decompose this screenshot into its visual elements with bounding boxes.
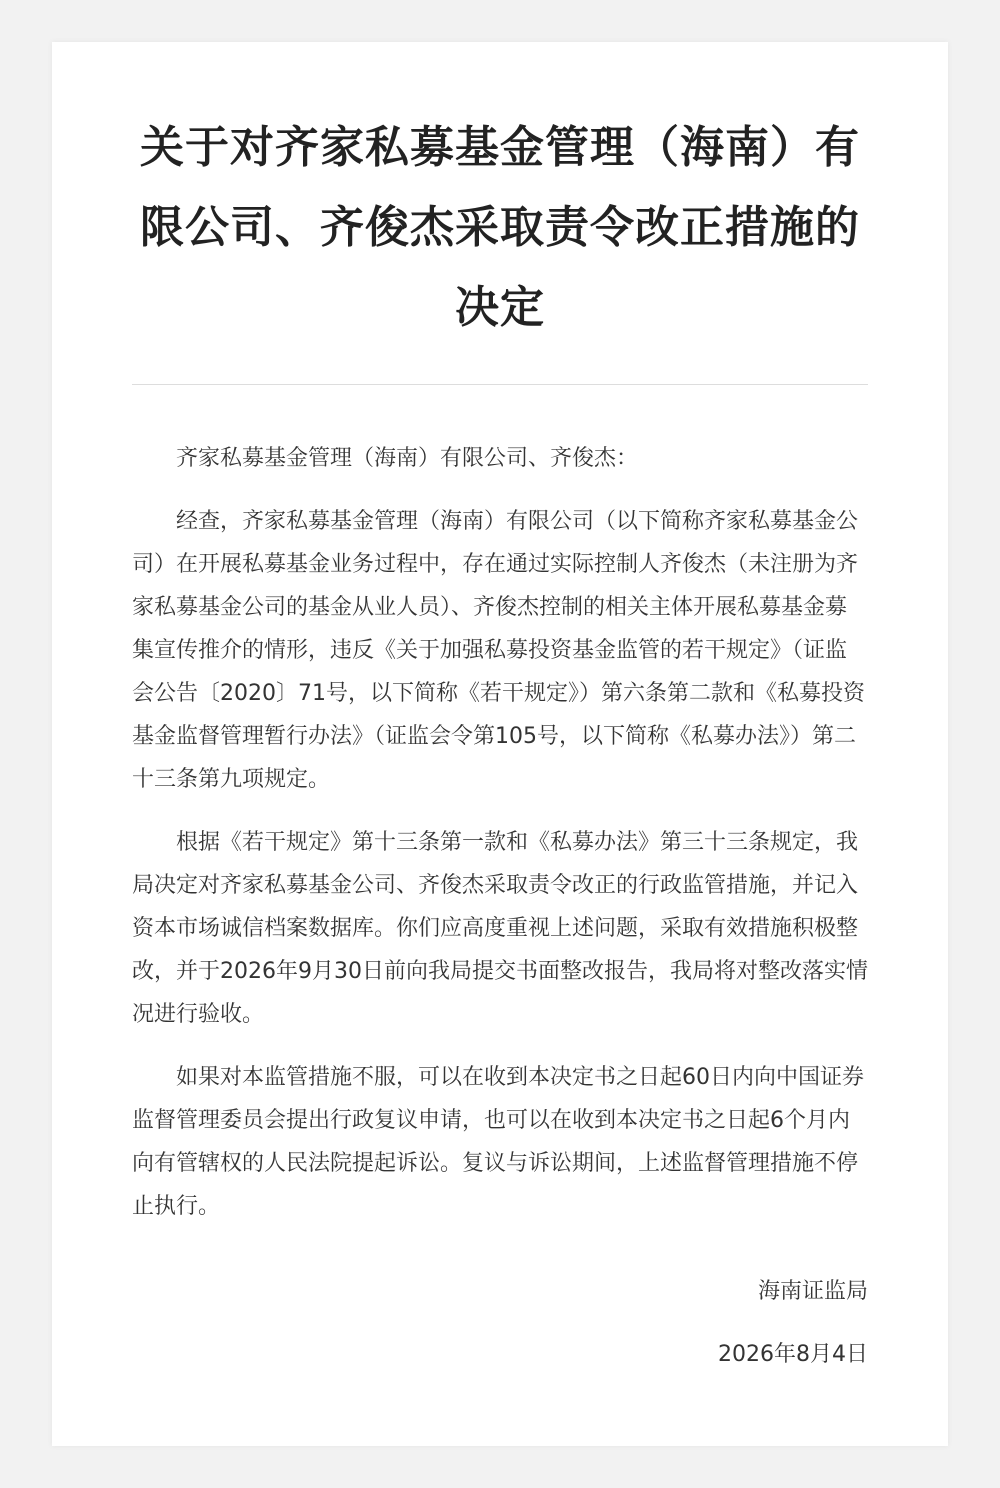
- title-divider: [132, 384, 868, 385]
- salutation: 齐家私募基金管理（海南）有限公司、齐俊杰：: [176, 446, 639, 471]
- document-card: [52, 42, 948, 1446]
- paragraph-findings: 经查，齐家私募基金管理（海南）有限公司（以下简称齐家私募基金公司）在开展私募基金业务过程中，存在通过实际控制人齐俊杰（未注册为齐家私募基金公司的基金从业人员）、齐俊杰控制的相关主体开展私募基金募集宣传推介的情形，违反《关于加强私募投资基金监管的若干规定》（证监会公告〔2020〕71号，以下简称《若干规定》）第六条第二款和《私募投资基金监督管理暂行办法》（证监会令第105号，以下简称《私募办法》）第二十三条第九项规定。: [132, 509, 865, 792]
- issuer-name: 海南证监局: [757, 1279, 868, 1304]
- document-body: [132, 437, 868, 1228]
- paragraph-decision: 根据《若干规定》第十三条第一款和《私募办法》第三十三条规定，我局决定对齐家私募基金公司、齐俊杰采取责令改正的行政监管措施，并记入资本市场诚信档案数据库。你们应高度重视上述问题，采取有效措施积极整改，并于2026年9月30日前向我局提交书面整改报告，我局将对整改落实情况进行验收。: [132, 830, 868, 1027]
- signature-block: [132, 1270, 868, 1376]
- paragraph-appeal: 如果对本监管措施不服，可以在收到本决定书之日起60日内向中国证券监督管理委员会提出行政复议申请，也可以在收到本决定书之日起6个月内向有管辖权的人民法院提起诉讼。复议与诉讼期间，上述监督管理措施不停止执行。: [132, 1065, 864, 1219]
- issue-date: 2026年8月4日: [718, 1342, 868, 1367]
- document-title: 关于对齐家私募基金管理（海南）有限公司、齐俊杰采取责令改正措施的决定: [140, 122, 860, 333]
